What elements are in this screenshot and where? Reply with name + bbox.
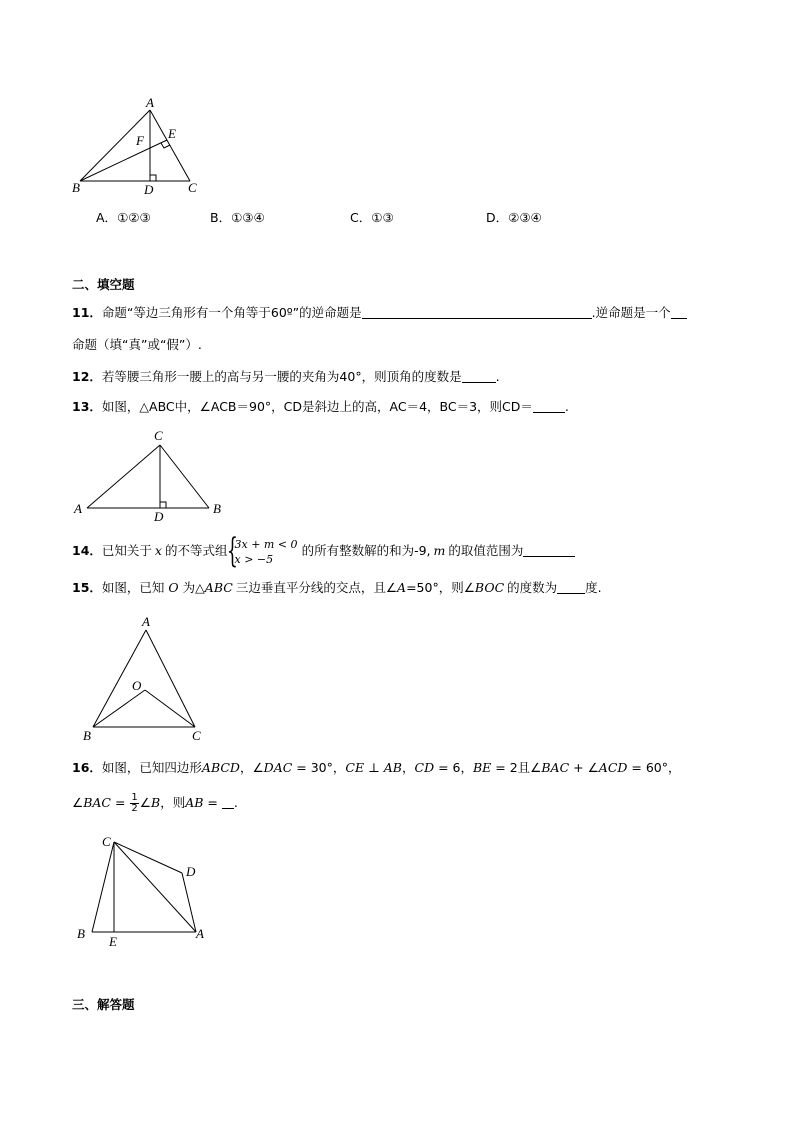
q13-text-a: 如图，△ABC中，∠ACB＝90°，CD是斜边上的高，AC＝4，BC＝3，则CD＝ (101, 399, 533, 414)
q14-ineq-2: x > −5 (234, 552, 274, 566)
fig16-label-b: B (77, 926, 85, 941)
fig10-label-d: D (144, 182, 154, 197)
q11-number: 11． (72, 305, 102, 320)
q14-var-m: m (433, 543, 446, 558)
q16-text-d: ， (401, 760, 415, 775)
fig10-label-b: B (72, 180, 80, 195)
q16-ab: AB (185, 795, 204, 810)
q15-text-c: 三边垂直平分线的交点，且∠ (235, 580, 398, 595)
option-b[interactable]: B．①③④ (210, 210, 265, 225)
option-a[interactable]: A．①②③ (96, 210, 151, 225)
q16-line2-a: ∠ (72, 795, 84, 810)
q16-line2-c: ∠ (139, 795, 152, 810)
q16-bac: BAC (541, 760, 570, 775)
option-c[interactable]: C．①③ (350, 210, 394, 225)
q15-text-f: 度. (585, 580, 602, 595)
q15-angle-boc: BOC (474, 580, 505, 595)
fig10-label-f: F (136, 133, 144, 148)
fig15-label-c: C (192, 728, 201, 743)
q15-number: 15． (72, 580, 102, 595)
q16-bac-2: BAC (83, 795, 111, 810)
q16-be: BE (472, 760, 492, 775)
q14-number: 14． (72, 543, 102, 558)
section-heading-solve: 三、解答题 (72, 997, 135, 1012)
fig13-label-c: C (154, 428, 163, 443)
q13-text-b: . (564, 399, 569, 414)
q12-text-a: 若等腰三角形一腰上的高与另一腰的夹角为40°，则顶角的度数是 (101, 369, 462, 384)
q16-text-h: = 60°， (627, 760, 681, 775)
q11-text-b: .逆命题是一个 (591, 305, 671, 320)
q16-text-g: + ∠ (569, 760, 599, 775)
fig10-label-e: E (168, 126, 176, 141)
q16-text-a: 如图，已知四边形 (101, 760, 202, 775)
fig13-label-d: D (154, 509, 164, 524)
q16-text-f: = 2且∠ (491, 760, 542, 775)
fig16-diagonal-ca (114, 842, 196, 932)
q11-text-a: 命题“等边三角形有一个角等于60º”的逆命题是 (101, 305, 362, 320)
fig13-label-a: A (74, 501, 82, 516)
fig16-label-e: E (109, 934, 117, 949)
option-d[interactable]: D．②③④ (486, 210, 542, 225)
q16-line2-d: ，则 (160, 795, 186, 810)
fig16-label-a: A (196, 926, 204, 941)
q16-text-e: = 6， (434, 760, 473, 775)
section-heading-fill-blank: 二、填空题 (72, 277, 135, 292)
q15-text-b: 为△ (182, 580, 205, 595)
fig16-label-d: D (186, 864, 196, 879)
q16-dac: DAC (263, 760, 293, 775)
fig10-label-a: A (146, 95, 154, 110)
q14-text-c: 的所有整数解的和为-9, (301, 543, 431, 558)
q16-text-c: = 30°， (292, 760, 346, 775)
q11-line2: 命题（填“真”或“假”）. (72, 337, 202, 352)
q16-text-b: ，∠ (239, 760, 264, 775)
q15-text-d: =50°，则∠ (406, 580, 475, 595)
q14-text-a: 已知关于 (101, 543, 152, 558)
q16-frac-den: 2 (131, 803, 138, 814)
q15-var-o: O (168, 580, 179, 595)
fig10-label-c: C (188, 180, 197, 195)
q16-cd: CD (414, 760, 435, 775)
fig15-label-a: A (142, 614, 150, 629)
q16-ce-perp-ab: CE ⊥ AB (345, 760, 402, 775)
q14-var-x: x (154, 543, 162, 558)
q12-number: 12． (72, 369, 102, 384)
q16-acd: ACD (598, 760, 628, 775)
q14-text-d: 的取值范围为 (448, 543, 524, 558)
q16-line2-f: . (233, 795, 238, 810)
fig16-side-cd (114, 842, 182, 873)
fig16-label-c: C (102, 834, 111, 849)
fig13-label-b: B (213, 501, 221, 516)
q16-number: 16． (72, 760, 102, 775)
q16-frac-num: 1 (131, 792, 138, 803)
q13-number: 13． (72, 399, 102, 414)
q16-abcd: ABCD (201, 760, 240, 775)
fig15-label-o: O (132, 678, 142, 693)
fig16-side-bc (92, 842, 114, 932)
q14-text-b: 的不等式组 (164, 543, 228, 558)
q16-angle-b: B (151, 795, 161, 810)
q16-line2-e: = (203, 795, 222, 810)
q15-text-e: 的度数为 (507, 580, 558, 595)
q15-triangle: ABC (204, 580, 233, 595)
fig15-label-b: B (83, 728, 91, 743)
q14-ineq-1: 3x + m < 0 (234, 537, 298, 551)
q14-brace: { (226, 530, 238, 571)
q15-text-a: 如图，已知 (101, 580, 165, 595)
fig16-side-da (182, 873, 196, 932)
q15-var-a: A (397, 580, 407, 595)
q16-line2-b: = (111, 795, 130, 810)
q12-text-b: . (495, 369, 500, 384)
